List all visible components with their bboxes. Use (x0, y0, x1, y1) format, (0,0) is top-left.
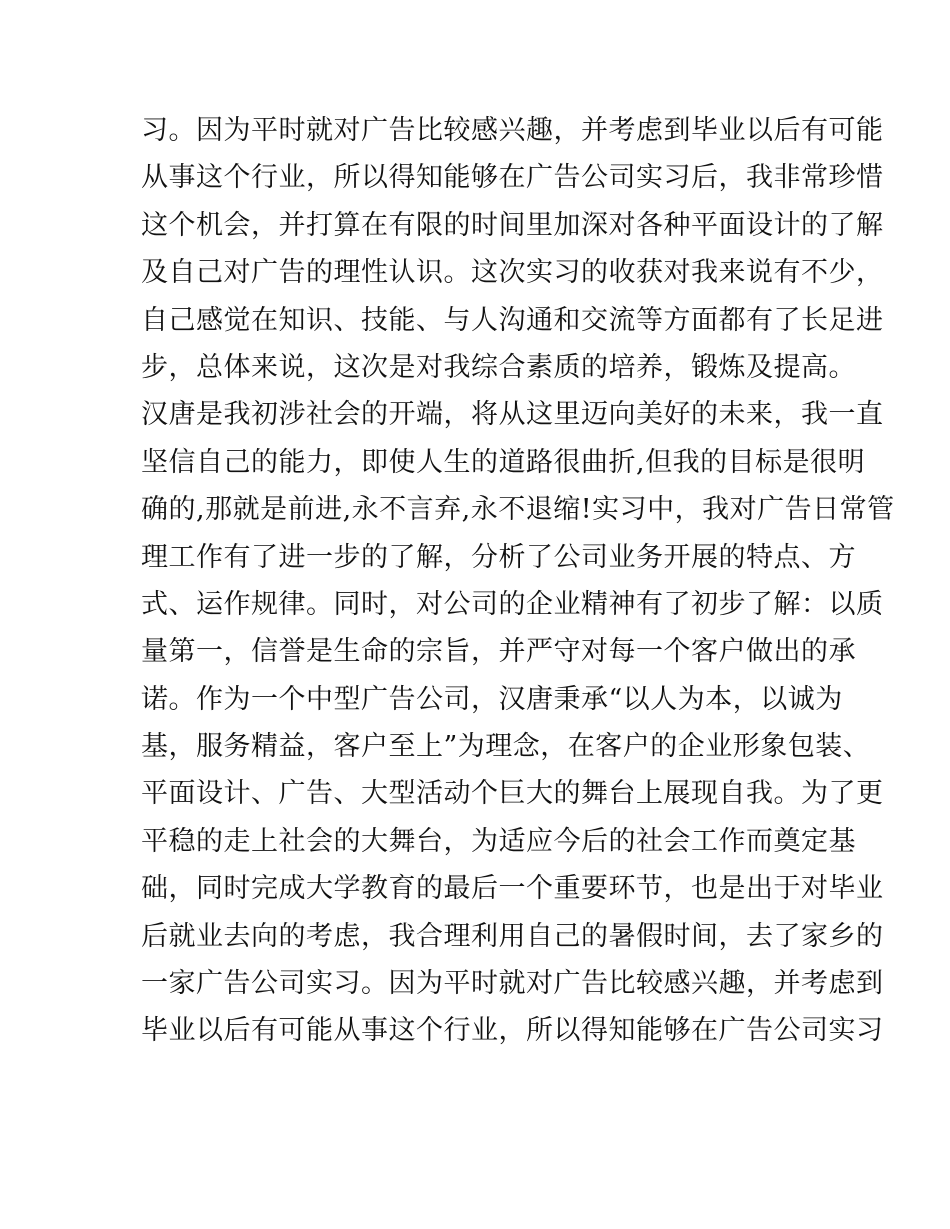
text-line: 平面设计、广告、大型活动个巨大的舞台上展现自我。为了更 (141, 778, 884, 810)
text-line: 从事这个行业，所以得知能够在广告公司实习后，我非常珍惜 (141, 162, 884, 194)
text-line: 诺。作为一个中型广告公司，汉唐秉承“以人为本，以诚为 (141, 683, 843, 715)
text-line: 及自己对广告的理性认识。这次实习的收获对我来说有不少， (141, 257, 884, 289)
text-line: 后就业去向的考虑，我合理利用自己的暑假时间，去了家乡的 (141, 920, 884, 952)
text-line: 汉唐是我初涉社会的开端，将从这里迈向美好的未来，我一直 (141, 399, 884, 431)
text-line: 量第一，信誉是生命的宗旨，并严守对每一个客户做出的承 (141, 636, 856, 668)
text-line: 一家广告公司实习。因为平时就对广告比较感兴趣，并考虑到 (141, 968, 884, 1000)
text-line: 确的,那就是前进,永不言弃,永不退缩!实习中，我对广告日常管 (141, 494, 895, 526)
text-line: 坚信自己的能力，即使人生的道路很曲折,但我的目标是很明 (141, 446, 866, 478)
text-line: 平稳的走上社会的大舞台，为适应今后的社会工作而奠定基 (141, 825, 856, 857)
text-line: 这个机会，并打算在有限的时间里加深对各种平面设计的了解 (141, 209, 884, 241)
text-line: 式、运作规律。同时，对公司的企业精神有了初步了解：以质 (141, 588, 884, 620)
text-line: 毕业以后有可能从事这个行业，所以得知能够在广告公司实习 (141, 1015, 884, 1047)
text-line: 自己感觉在知识、技能、与人沟通和交流等方面都有了长足进 (141, 304, 884, 336)
text-line: 基，服务精益，客户至上”为理念，在客户的企业形象包装、 (141, 731, 871, 763)
text-line: 础，同时完成大学教育的最后一个重要环节，也是出于对毕业 (141, 873, 884, 905)
text-line: 理工作有了进一步的了解，分析了公司业务开展的特点、方 (141, 541, 856, 573)
body-text (141, 107, 895, 1055)
text-line: 习。因为平时就对广告比较感兴趣，并考虑到毕业以后有可能 (141, 115, 884, 146)
text-line: 步，总体来说，这次是对我综合素质的培养，锻炼及提高。 (141, 351, 856, 383)
